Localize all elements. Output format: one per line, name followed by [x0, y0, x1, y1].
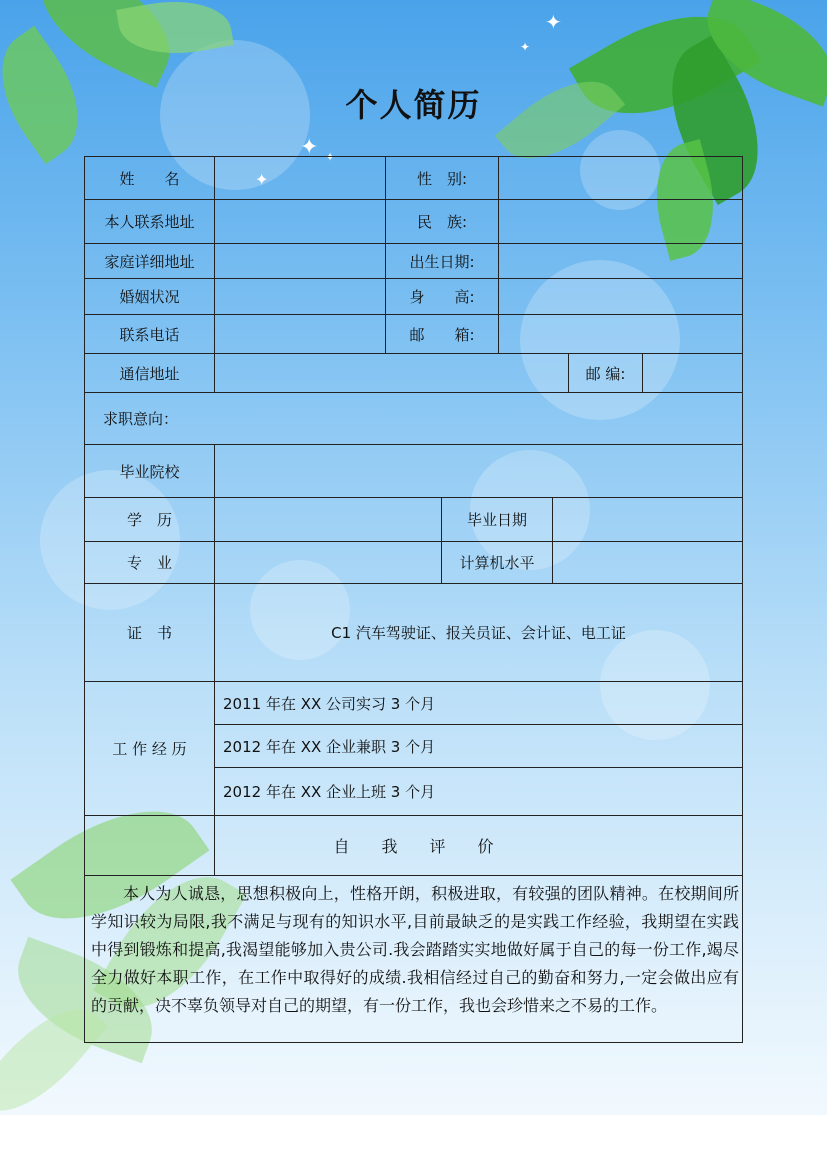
phone-label: 联系电话 [119, 325, 180, 344]
postcode-label: 邮 编: [585, 364, 626, 383]
birthdate-field[interactable] [499, 244, 742, 278]
height-label: 身 高: [409, 288, 475, 306]
self-evaluation-heading: 自 我 评 价 [333, 837, 494, 856]
sparkle-icon: ✦ [325, 150, 336, 164]
work-experience-item: 2012 年在 XX 企业上班 3 个月 [223, 783, 436, 801]
sparkle-icon: ✦ [545, 10, 562, 34]
degree-field[interactable] [215, 498, 441, 541]
computer-level-label: 计算机水平 [459, 554, 535, 572]
marital-field[interactable] [215, 279, 385, 314]
postcode-field[interactable] [643, 354, 742, 392]
mailing-address-field[interactable] [215, 354, 568, 392]
name-label: 姓 名 [119, 169, 180, 188]
page-title: 个人简历 [345, 86, 482, 124]
ethnicity-label: 民 族: [416, 213, 468, 231]
birthdate-label: 出生日期: [409, 252, 475, 271]
ethnicity-field[interactable] [499, 200, 742, 243]
major-field[interactable] [215, 542, 441, 583]
home-address-label: 家庭详细地址 [104, 252, 195, 271]
resume-form [84, 156, 743, 1043]
gender-field[interactable] [499, 157, 742, 199]
work-experience-item: 2011 年在 XX 公司实习 3 个月 [223, 694, 436, 713]
school-label: 毕业院校 [119, 462, 180, 481]
address-field[interactable] [215, 200, 385, 243]
sparkle-icon: ✦ [300, 135, 319, 160]
name-field[interactable] [215, 157, 385, 199]
phone-field[interactable] [215, 315, 385, 353]
sparkle-icon: ✦ [520, 40, 531, 54]
school-field[interactable] [215, 445, 742, 497]
degree-label: 学 历 [126, 511, 172, 529]
work-experience-label: 工 作 经 历 [112, 740, 187, 758]
height-field[interactable] [499, 279, 742, 314]
sparkle-icon: ✦ [255, 170, 269, 189]
certificates-label: 证 书 [126, 624, 172, 642]
job-objective-label: 求职意向： [103, 410, 179, 428]
gender-label: 性 别: [416, 169, 468, 188]
email-label: 邮 箱: [409, 325, 475, 344]
email-field[interactable] [499, 315, 742, 353]
mailing-address-label: 通信地址 [119, 364, 180, 383]
major-label: 专 业 [126, 554, 172, 572]
graduation-date-field[interactable] [553, 498, 742, 541]
graduation-date-label: 毕业日期 [466, 511, 527, 529]
home-address-field[interactable] [215, 244, 385, 278]
computer-level-field[interactable] [553, 542, 742, 583]
certificates-value: C1 汽车驾驶证、报关员证、会计证、电工证 [331, 624, 626, 642]
marital-label: 婚姻状况 [119, 288, 180, 306]
self-evaluation-text: 本人为人诚恳，思想积极向上，性格开朗，积极进取，有较强的团队精神。在校期间所学知识较为局限,我不满足与现有的知识水平,目前最缺乏的是实践工作经验，我期望在实践中得到锻炼和提高,我渴望能够加入贵公司.我会踏踏实实地做好属于自己的每一份工作,竭尽全力做好本职工作，在工作中取得好的成绩.我相信经过自己的勤奋和努力,一定会做出应有的贡献，决不辜负领导对自己的期望，有一份工作，我也会珍惜来之不易的工作。 [91, 884, 739, 1015]
work-experience-item: 2012 年在 XX 企业兼职 3 个月 [223, 737, 436, 756]
address-label: 本人联系地址 [104, 213, 195, 231]
